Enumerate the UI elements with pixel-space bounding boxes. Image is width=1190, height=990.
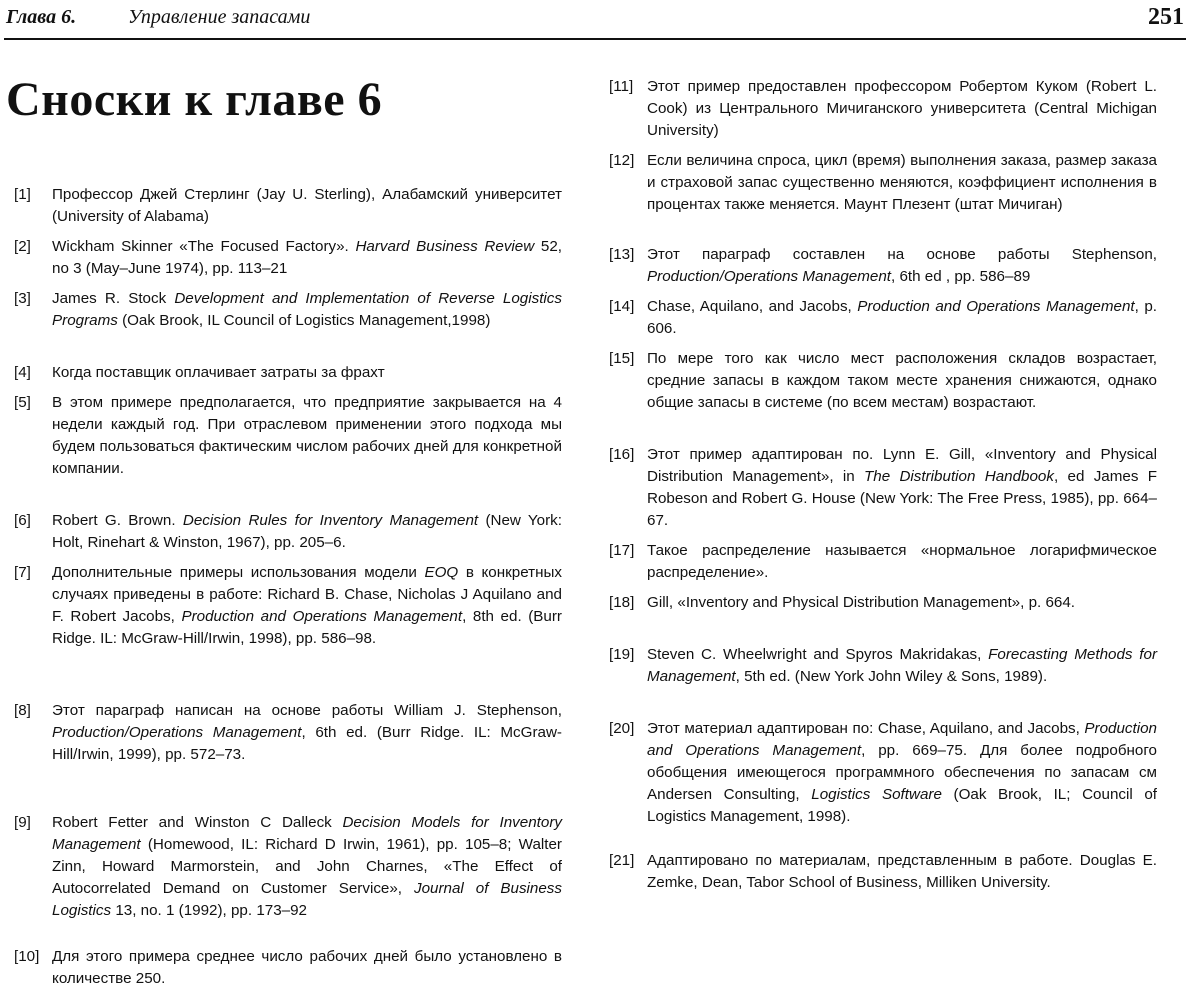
running-header	[0, 0, 1190, 34]
footnote-italic-segment: The Distribution Handbook	[864, 468, 1054, 485]
page-number: 251	[1148, 4, 1184, 30]
footnote-number: [5]	[14, 394, 31, 411]
footnote-number: [9]	[14, 814, 31, 831]
footnote-4	[14, 362, 562, 384]
footnote-text	[647, 718, 1157, 828]
footnote-text-segment: (Oak Brook, IL; Council of Logistics Management, 1998).	[647, 786, 1158, 825]
footnote-text	[647, 348, 1157, 414]
footnote-text-segment: (New York: Holt, Rinehart & Winston, 1967), pp. 205–6.	[52, 512, 562, 551]
footnote-italic-segment: EOQ	[424, 564, 459, 581]
footnote-text-segment: James R. Stock	[52, 290, 175, 307]
footnote-text-segment: Robert Fetter and Winston C Dalleck	[52, 814, 343, 831]
footnote-text-segment: , p. 606.	[647, 298, 1158, 337]
footnote-number: [18]	[609, 594, 635, 611]
footnote-text-segment: Этот пример предоставлен профессором Робертом Куком (Robert L. Cook) из Центрального Мичиганского университета (Central Michigan University)	[647, 78, 1157, 139]
footnote-number: [11]	[609, 78, 634, 95]
footnote-text-segment: , 6th ed. (Burr Ridge. IL: McGraw-Hill/Irwin, 1999), pp. 572–73.	[52, 724, 562, 763]
footnote-number: [10]	[14, 948, 40, 965]
footnote-1	[14, 184, 562, 228]
footnote-number: [6]	[14, 512, 31, 529]
footnote-italic-segment: Harvard Business Review	[355, 238, 535, 255]
footnote-text	[647, 850, 1157, 894]
footnote-text-segment: В этом примере предполагается, что предприятие закрывается на 4 недели каждый год. При отраслевом применении этого подхода мы будем пользоваться фактическим числом рабочих дней для конкретной компании.	[52, 394, 562, 477]
footnote-text-segment: , 5th ed. (New York John Wiley & Sons, 1989).	[735, 668, 1048, 685]
section-heading: Сноски к главе 6	[6, 73, 383, 126]
footnote-text-segment: Steven C. Wheelwright and Spyros Makridakas,	[647, 646, 989, 663]
footnote-number: [2]	[14, 238, 31, 255]
footnote-15	[609, 348, 1157, 414]
footnote-italic-segment: Production and Operations Management	[647, 720, 1157, 759]
footnote-text	[52, 288, 562, 332]
footnote-number: [14]	[609, 298, 635, 315]
footnote-text	[52, 946, 562, 990]
footnote-text	[647, 296, 1157, 340]
footnote-text-segment: Профессор Джей Стерлинг (Jay U. Sterling), Алабамский университет (University of Alabama)	[52, 186, 562, 225]
footnote-20	[609, 718, 1157, 828]
footnote-21	[609, 850, 1157, 894]
footnote-number: [15]	[609, 350, 635, 367]
footnote-text-segment: Gill, «Inventory and Physical Distribution Management», p. 664.	[647, 594, 1076, 611]
footnote-17	[609, 540, 1157, 584]
footnote-5	[14, 392, 562, 480]
footnote-text	[52, 184, 562, 228]
footnote-italic-segment: Decision Rules for Inventory Management	[182, 512, 479, 529]
footnote-number: [17]	[609, 542, 635, 559]
footnote-text	[647, 444, 1157, 532]
footnote-italic-segment: Journal of Business Logistics	[52, 880, 562, 919]
footnote-text-segment: Когда поставщик оплачивает затраты за фрахт	[52, 364, 385, 381]
footnote-2	[14, 236, 562, 280]
footnote-text-segment: Этот пример адаптирован по. Lynn E. Gill, «Inventory and Physical Distribution Management», in	[647, 446, 1157, 485]
footnote-text	[647, 540, 1157, 584]
footnote-number: [12]	[609, 152, 635, 169]
footnote-text	[647, 592, 1157, 614]
footnote-italic-segment: Production and Operations Management	[181, 608, 463, 625]
footnote-number: [16]	[609, 446, 635, 463]
footnote-text-segment: 52, no 3 (May–June 1974), pp. 113–21	[52, 238, 562, 277]
footnote-text	[52, 362, 562, 384]
chapter-label: Глава 6.	[6, 6, 77, 28]
footnote-text-segment: Такое распределение называется «нормальное логарифмическое распределение».	[647, 542, 1157, 581]
footnote-text-segment: Дополнительные примеры использования модели	[52, 564, 425, 581]
footnote-text-segment: , ed James F Robeson and Robert G. House (New York: The Free Press, 1985), pp. 664–67.	[647, 468, 1157, 529]
footnote-11	[609, 76, 1157, 142]
footnote-number: [19]	[609, 646, 635, 663]
footnote-number: [7]	[14, 564, 31, 581]
footnote-italic-segment: Production/Operations Management	[647, 268, 891, 285]
footnote-number: [20]	[609, 720, 635, 737]
footnote-text	[52, 510, 562, 554]
footnote-text-segment: Если величина спроса, цикл (время) выполнения заказа, размер заказа и страховой запас существенно меняются, коэффициент исполнения в процентах также меняется. Маунт Плезент (штат Мичиган)	[647, 152, 1157, 213]
footnote-3	[14, 288, 562, 332]
footnote-number: [8]	[14, 702, 31, 719]
footnote-12	[609, 150, 1157, 216]
footnote-14	[609, 296, 1157, 340]
footnote-italic-segment: Forecasting Methods for Management	[647, 646, 1158, 685]
footnote-13	[609, 244, 1157, 288]
footnote-16	[609, 444, 1157, 532]
footnote-text-segment: По мере того как число мест расположения складов возрастает, средние запасы в каждом таком месте хранения снижаются, однако общие запасы в системе (по всем местам) возрастают.	[647, 350, 1157, 411]
footnote-text-segment: Адаптировано по материалам, представленным в работе. Douglas E. Zemke, Dean, Tabor School of Business, Milliken University.	[647, 852, 1157, 891]
footnote-text	[52, 392, 562, 480]
footnote-text-segment: (Oak Brook, IL Council of Logistics Management,1998)	[117, 312, 491, 329]
footnote-text-segment: , 6th ed , pp. 586–89	[891, 268, 1031, 285]
footnote-number: [3]	[14, 290, 31, 307]
footnote-text	[52, 700, 562, 766]
footnote-italic-segment: Logistics Software	[811, 786, 942, 803]
footnote-text-segment: в конкретных случаях приведены в работе: Richard B. Chase, Nicholas J Aquilano and F. Robert Jacobs,	[52, 564, 562, 625]
footnote-number: [1]	[14, 186, 31, 203]
footnote-8	[14, 700, 562, 766]
footnote-10	[14, 946, 562, 990]
footnote-text-segment: Этот параграф составлен на основе работы Stephenson,	[647, 246, 1157, 263]
footnote-text-segment: Этот параграф написан на основе работы William J. Stephenson,	[52, 702, 562, 719]
footnote-text-segment: Для этого примера среднее число рабочих дней было установлено в количестве 250.	[52, 948, 562, 987]
footnote-italic-segment: Decision Models for Inventory Management	[52, 814, 562, 853]
footnote-italic-segment: Production/Operations Management	[52, 724, 302, 741]
footnote-text-segment: (Homewood, IL: Richard D Irwin, 1961), pp. 105–8; Walter Zinn, Howard Marmorstein, and John Charnes, «The Effect of Autocorrelated Demand on Customer Service»,	[52, 836, 562, 897]
footnote-18	[609, 592, 1157, 614]
footnote-text	[52, 812, 562, 922]
footnote-text-segment: , pp. 669–75. Для более подробного обобщения имеющегося программного обеспечения по запасам см Andersen Consulting,	[647, 742, 1158, 803]
footnote-text	[647, 244, 1157, 288]
footnote-19	[609, 644, 1157, 688]
footnote-text-segment: , 8th ed. (Burr Ridge. IL: McGraw-Hill/Irwin, 1998), pp. 586–98.	[52, 608, 562, 647]
footnote-text	[52, 236, 562, 280]
footnote-text	[52, 562, 562, 650]
header-rule	[4, 38, 1186, 40]
footnote-text-segment: Chase, Aquilano, and Jacobs,	[647, 298, 858, 315]
footnote-number: [21]	[609, 852, 635, 869]
footnote-9	[14, 812, 562, 922]
footnote-7	[14, 562, 562, 650]
footnote-text	[647, 644, 1157, 688]
footnote-text-segment: Robert G. Brown.	[52, 512, 183, 529]
footnote-text	[647, 150, 1157, 216]
footnote-italic-segment: Production and Operations Management	[857, 298, 1135, 315]
footnote-text-segment: Этот материал адаптирован по: Chase, Aquilano, and Jacobs,	[647, 720, 1085, 737]
footnote-text	[647, 76, 1157, 142]
footnote-number: [13]	[609, 246, 635, 263]
footnote-text-segment: Wickham Skinner «The Focused Factory».	[52, 238, 356, 255]
chapter-title: Управление запасами	[128, 6, 311, 28]
footnote-number: [4]	[14, 364, 31, 381]
footnote-italic-segment: Development and Implementation of Reverse Logistics Programs	[52, 290, 562, 329]
footnote-text-segment: 13, no. 1 (1992), pp. 173–92	[111, 902, 307, 919]
footnote-6	[14, 510, 562, 554]
